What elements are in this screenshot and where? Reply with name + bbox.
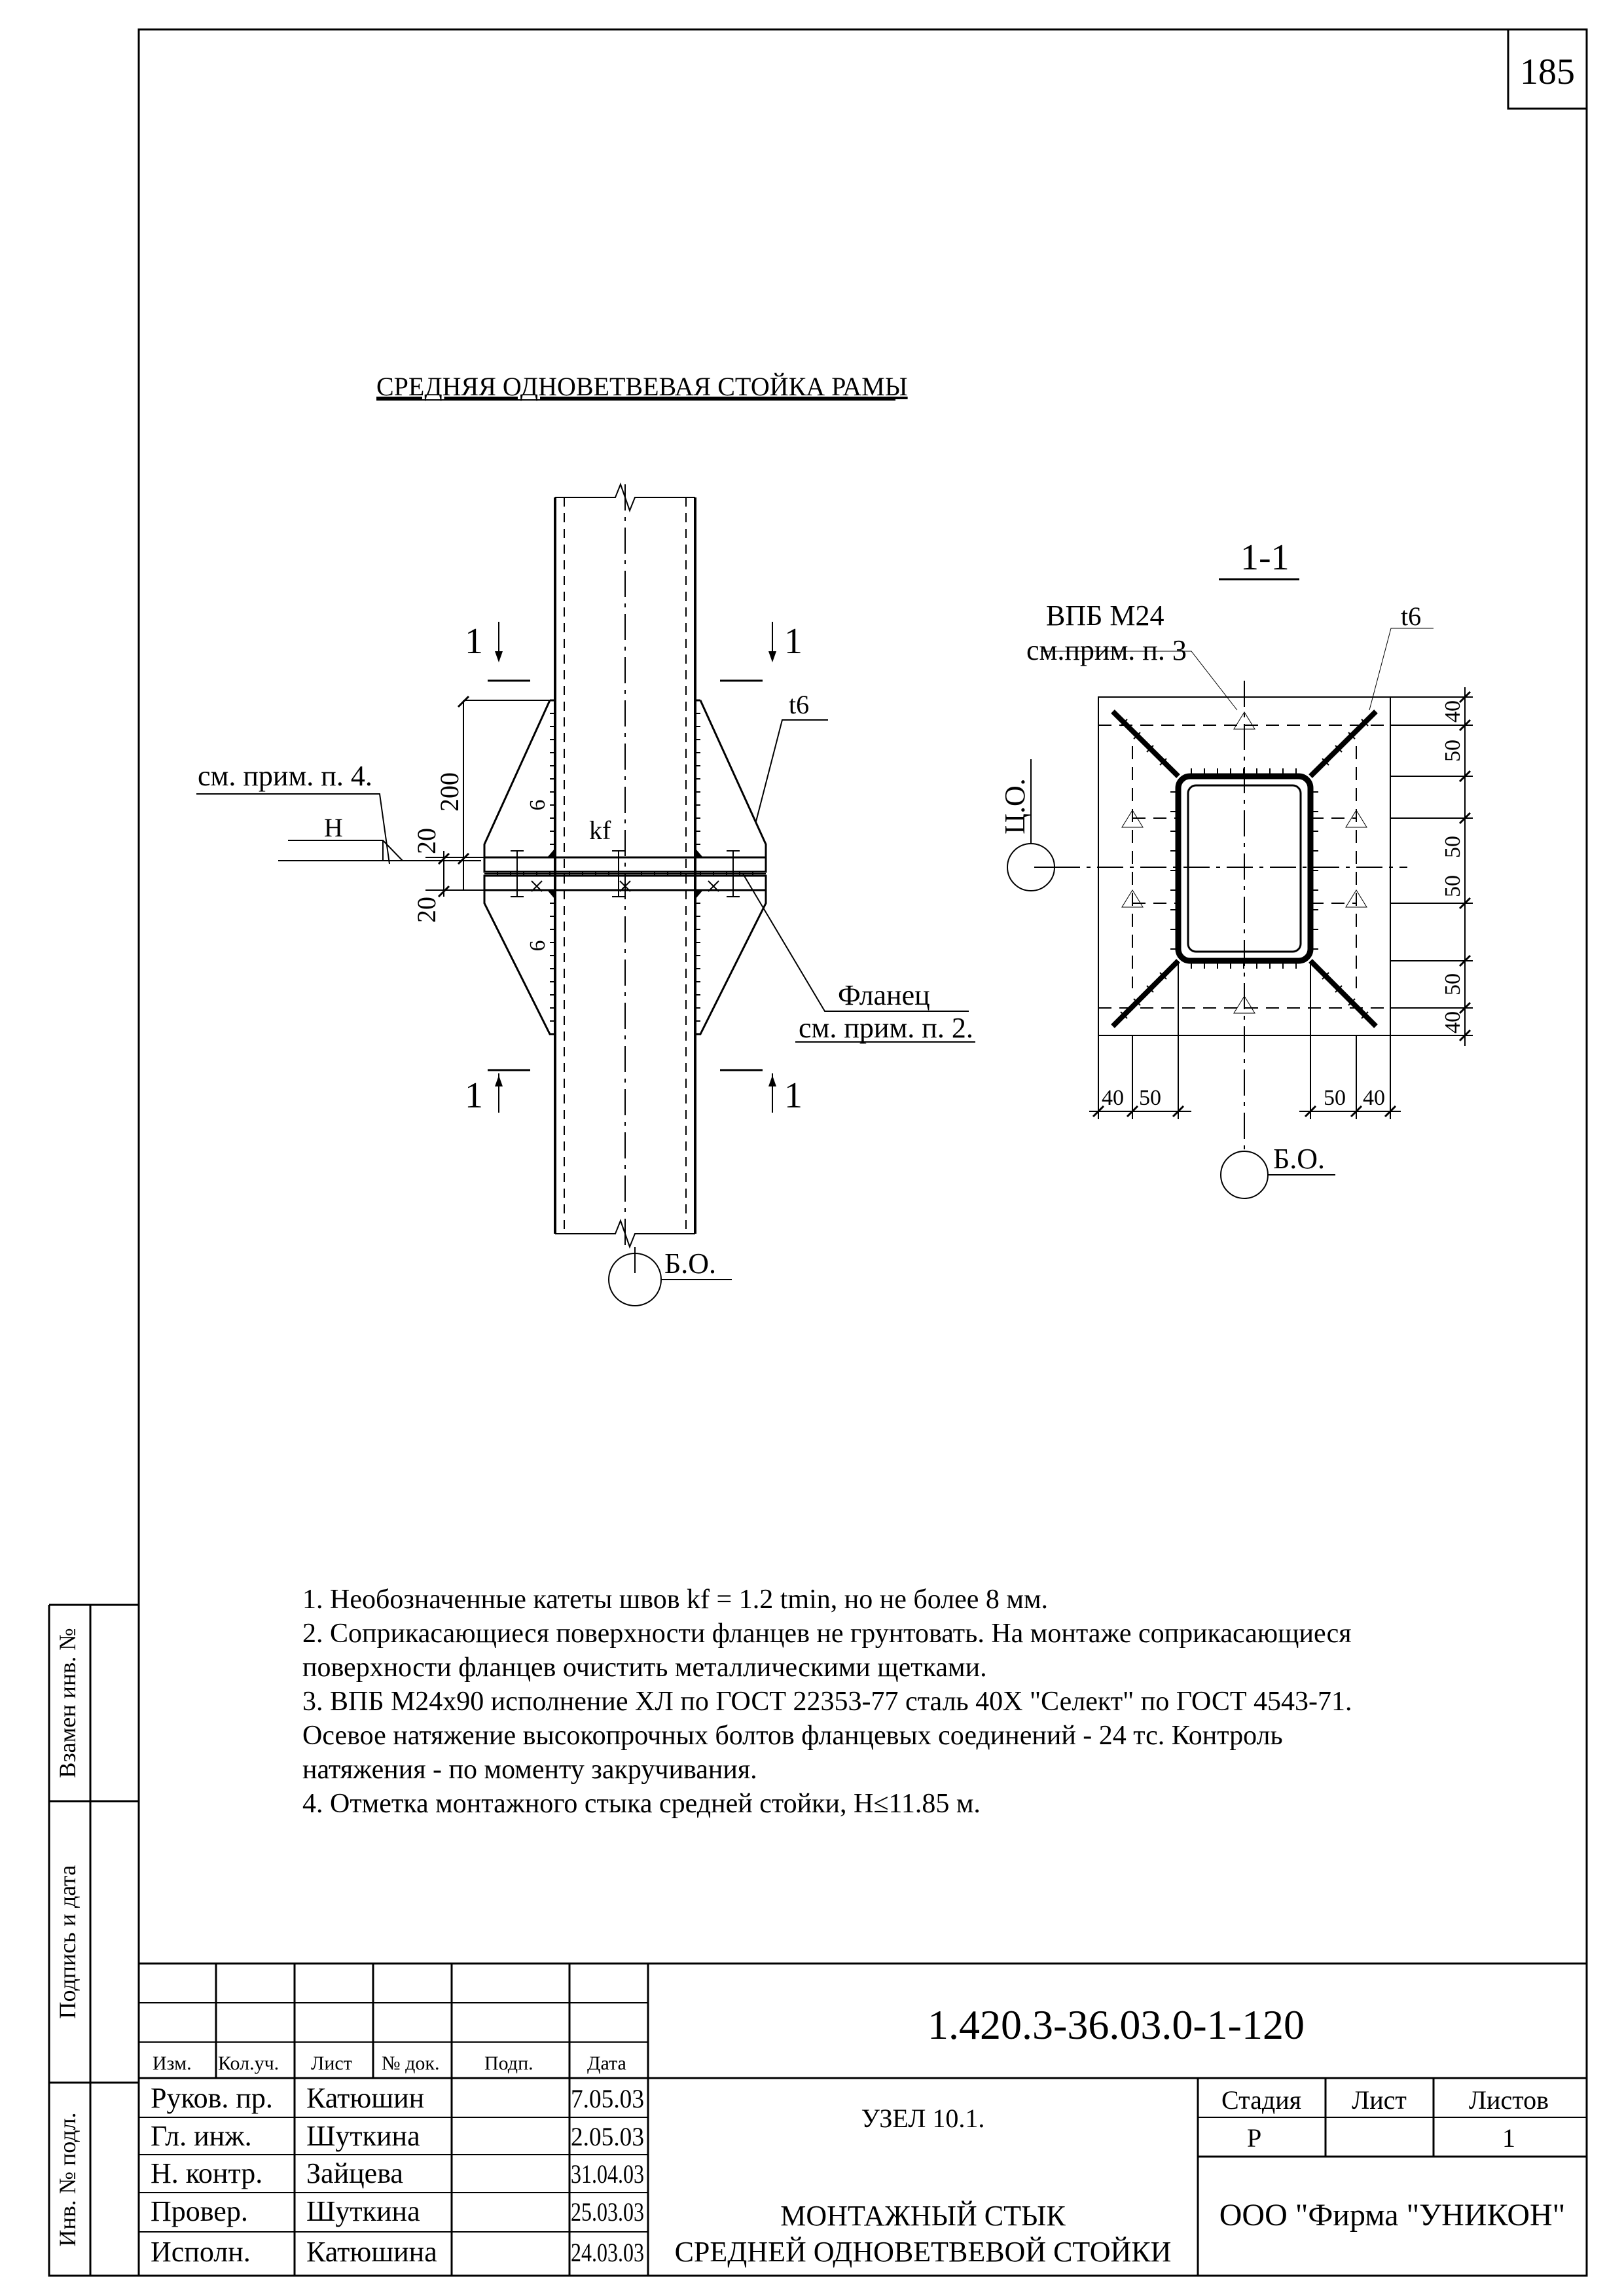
bottom-dim-3: 50 xyxy=(1324,1086,1346,1110)
section-title: 1-1 xyxy=(1240,537,1290,578)
staff-role-4: Провер. xyxy=(151,2195,248,2227)
section-cut-marks xyxy=(488,622,772,1113)
right-dim-1: 40 xyxy=(1441,700,1465,723)
bottom-dim-4: 40 xyxy=(1363,1086,1385,1110)
node-name: УЗЕЛ 10.1. xyxy=(861,2104,985,2133)
tb-header-koluch: Кол.уч. xyxy=(218,2053,280,2074)
column-elevation xyxy=(484,484,766,1247)
right-dim-3: 50 xyxy=(1441,836,1465,858)
kf-label: kf xyxy=(589,816,611,845)
drawing-title: СРЕДНЯЯ ОДНОВЕТВЕВАЯ СТОЙКА РАМЫ xyxy=(376,372,908,401)
staff-name-4: Шуткина xyxy=(306,2195,420,2227)
axis-label-section: Б.О. xyxy=(1273,1143,1326,1175)
tb-header-ndok: № док. xyxy=(382,2053,440,2074)
note-line-6: натяжения - по моменту закручивания. xyxy=(302,1755,757,1785)
bolt-label: ВПБ М24 xyxy=(1046,600,1164,632)
section-mark-tl: 1 xyxy=(465,621,483,662)
tb-header-list: Лист xyxy=(311,2053,352,2074)
note-line-5: Осевое натяжение высокопрочных болтов фланцевых соединений - 24 тс. Контроль xyxy=(302,1721,1283,1751)
notes-block xyxy=(302,1583,1546,1821)
note-line-3: поверхности фланцев очистить металлическими щетками. xyxy=(302,1653,987,1683)
staff-role-3: Н. контр. xyxy=(151,2157,263,2189)
section-mark-br: 1 xyxy=(784,1075,803,1116)
staff-date-5: 24.03.03 xyxy=(571,2238,644,2267)
staff-role-5: Исполн. xyxy=(151,2236,251,2268)
t6-label-section: t6 xyxy=(1401,601,1422,631)
stage-value: Р xyxy=(1247,2123,1262,2153)
staff-name-3: Зайцева xyxy=(306,2157,403,2189)
weld-6-top: 6 xyxy=(526,799,550,811)
staff-role-1: Руков. пр. xyxy=(151,2082,273,2114)
section-mark-bl: 1 xyxy=(465,1075,483,1116)
staff-name-2: Шуткина xyxy=(306,2120,420,2152)
bolt-note: см.прим. п. 3 xyxy=(1026,634,1187,666)
sheets-value: 1 xyxy=(1502,2123,1515,2153)
weld-6-bottom: 6 xyxy=(526,940,550,952)
right-dim-5: 50 xyxy=(1441,973,1465,996)
staff-role-2: Гл. инж. xyxy=(151,2120,252,2152)
staff-date-4: 25.03.03 xyxy=(571,2197,644,2227)
sheet-header: Лист xyxy=(1352,2085,1407,2115)
right-dim-2: 50 xyxy=(1441,740,1465,762)
t6-label-left: t6 xyxy=(789,690,810,719)
bottom-dim-2: 50 xyxy=(1139,1086,1161,1110)
section-1-1 xyxy=(1007,628,1473,1198)
stamp-inv-orig: Инв. № подл. xyxy=(54,2112,81,2247)
note-line-7: 4. Отметка монтажного стыка средней стойки, H≤11.85 м. xyxy=(302,1789,981,1819)
node-desc-1: МОНТАЖНЫЙ СТЫК xyxy=(780,2200,1066,2232)
center-axis-label: Ц.О. xyxy=(999,778,1031,834)
note-line-2: 2. Соприкасающиеся поверхности фланцев не грунтовать. На монтаже соприкасающиеся xyxy=(302,1619,1352,1649)
right-dim-4: 50 xyxy=(1441,875,1465,897)
section-mark-tr: 1 xyxy=(784,621,803,662)
sheet-number: 185 xyxy=(1520,52,1575,92)
tb-header-podp: Подп. xyxy=(484,2053,533,2074)
dim-20-a: 20 xyxy=(412,828,441,854)
staff-name-1: Катюшин xyxy=(306,2082,425,2114)
stage-header: Стадия xyxy=(1221,2085,1302,2115)
sheets-header: Листов xyxy=(1468,2085,1549,2115)
staff-name-5: Катюшина xyxy=(306,2236,437,2268)
dim-200: 200 xyxy=(435,772,464,812)
doc-code: 1.420.3-36.03.0-1-120 xyxy=(928,2001,1305,2048)
staff-date-2: 2.05.03 xyxy=(571,2122,644,2151)
staff-date-3: 31.04.03 xyxy=(571,2159,644,2189)
company-name: ООО "Фирма "УНИКОН" xyxy=(1219,2198,1566,2233)
staff-date-1: 7.05.03 xyxy=(571,2084,644,2113)
tb-header-izm: Изм. xyxy=(153,2053,192,2074)
node-desc-2: СРЕДНЕЙ ОДНОВЕТВЕВОЙ СТОЙКИ xyxy=(674,2236,1172,2268)
flange-note: см. прим. п. 2. xyxy=(799,1012,973,1044)
right-dim-6: 40 xyxy=(1441,1011,1465,1033)
bottom-dim-1: 40 xyxy=(1102,1086,1124,1110)
note-line-1: 1. Необозначенные катеты швов kf = 1.2 tmin, но не более 8 мм. xyxy=(302,1585,1049,1615)
dim-20-b: 20 xyxy=(412,897,441,923)
flange-label: Фланец xyxy=(838,979,930,1011)
elevation-label-h: H xyxy=(324,813,343,842)
tb-header-data: Дата xyxy=(587,2053,626,2074)
note-ref-4: см. прим. п. 4. xyxy=(198,760,372,792)
sheet-frame xyxy=(49,29,1587,2276)
axis-label-left: Б.О. xyxy=(664,1247,717,1280)
stamp-replace-inv: Взамен инв. № xyxy=(54,1628,81,1778)
stamp-sign-date: Подпись и дата xyxy=(54,1865,81,2019)
note-line-4: 3. ВПБ М24х90 исполнение ХЛ по ГОСТ 22353-77 сталь 40Х "Селект" по ГОСТ 4543-71. xyxy=(302,1687,1352,1717)
